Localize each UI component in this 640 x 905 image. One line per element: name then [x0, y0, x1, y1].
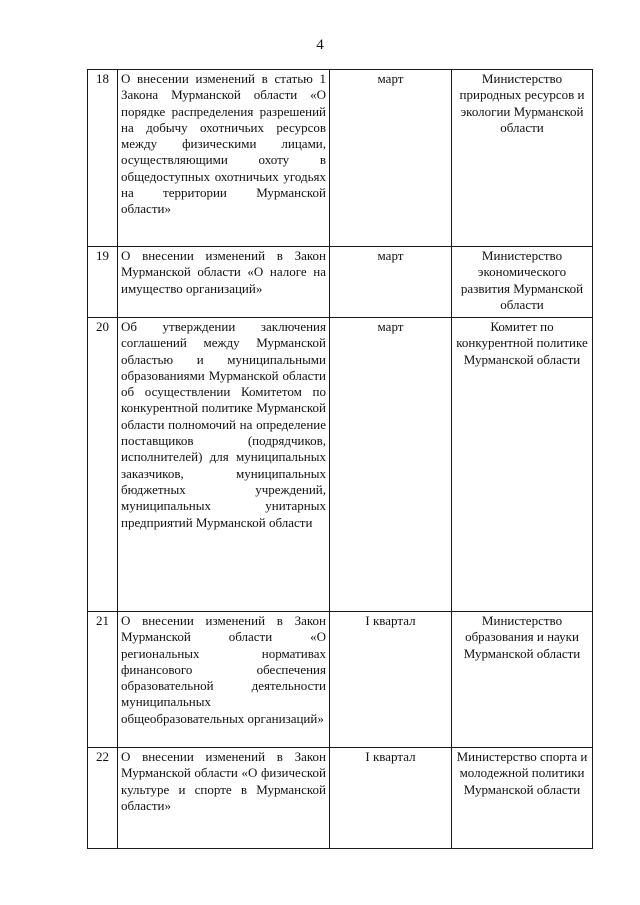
table-row — [88, 612, 593, 748]
table-row — [88, 247, 593, 318]
row-number: 21 — [88, 612, 118, 748]
row-number: 22 — [88, 748, 118, 849]
row-number: 20 — [88, 318, 118, 612]
bill-title: О внесении изменений в Закон Мурманской области «О налоге на имущество организаций» — [121, 248, 326, 296]
row-number: 19 — [88, 247, 118, 318]
table-row — [88, 70, 593, 247]
responsible-cell: Министерство природных ресурсов и экологии Мурманской области — [452, 70, 593, 247]
bill-title: Об утверждении заключения соглашений между Мурманской областью и муниципальными образованиями Мурманской области об осуществлении Комитетом по конкурентной политике Мурманской области полномочий на определение поставщиков (подрядчиков, исполнителей) для муниципальных заказчиков, муниципальных бюджетных учреждений, муниципальных унитарных предприятий Мурманской области — [121, 319, 326, 530]
bill-title-cell — [118, 612, 330, 748]
bill-title-cell — [118, 70, 330, 247]
term-cell: I квартал — [330, 748, 452, 849]
term-cell: март — [330, 247, 452, 318]
page-number: 4 — [316, 37, 324, 53]
responsible-cell: Министерство экономического развития Мурманской области — [452, 247, 593, 318]
bill-title-cell — [118, 247, 330, 318]
legislative-plan-table — [87, 69, 593, 849]
term-cell: I квартал — [330, 612, 452, 748]
table-row — [88, 748, 593, 849]
table-row — [88, 318, 593, 612]
row-number: 18 — [88, 70, 118, 247]
bill-title-cell — [118, 318, 330, 612]
bill-title: О внесении изменений в Закон Мурманской области «О физической культуре и спорте в Мурманской области» — [121, 749, 326, 813]
responsible-cell: Министерство спорта и молодежной политики Мурманской области — [452, 748, 593, 849]
responsible-cell: Комитет по конкурентной политике Мурманской области — [452, 318, 593, 612]
bill-title: О внесении изменений в статью 1 Закона Мурманской области «О порядке распределения разрешений на добычу охотничьих ресурсов между физическими лицами, осуществляющими охоту в общедоступных охотничьих угодьях на территории Мурманской области» — [121, 71, 326, 217]
bill-title-cell — [118, 748, 330, 849]
bill-title: О внесении изменений в Закон Мурманской области «О региональных нормативах финансового обеспечения образовательной деятельности муниципальных общеобразовательных организаций» — [121, 613, 326, 726]
responsible-cell: Министерство образования и науки Мурманской области — [452, 612, 593, 748]
term-cell: март — [330, 70, 452, 247]
term-cell: март — [330, 318, 452, 612]
